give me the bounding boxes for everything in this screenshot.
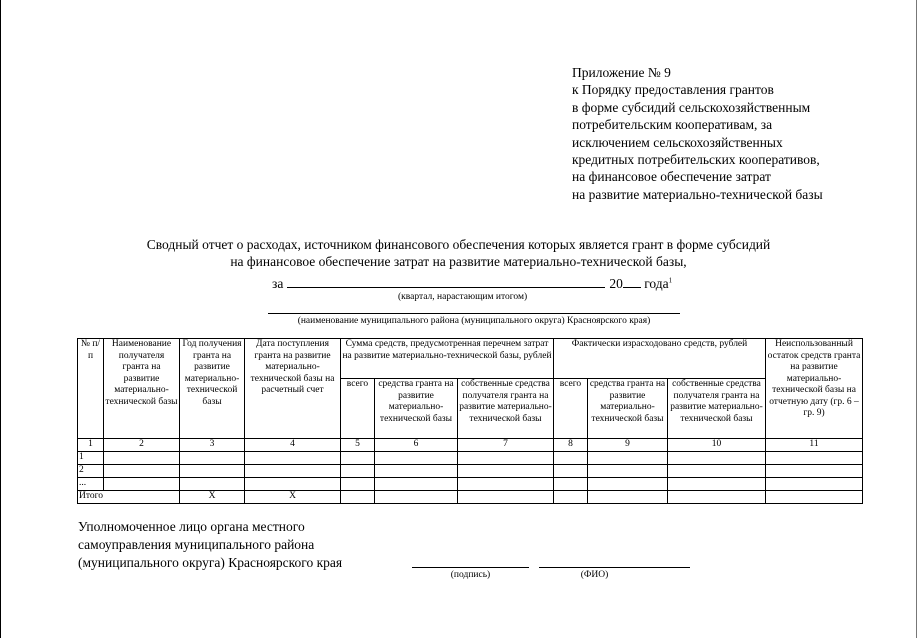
col-number: 7 [458,439,554,452]
header-row-1 [78,339,863,379]
table-cell[interactable] [104,478,180,491]
col-number: 10 [668,439,766,452]
table-cell[interactable] [245,452,341,465]
table-cell[interactable] [554,452,588,465]
table-cell[interactable] [104,465,180,478]
table-cell[interactable] [458,452,554,465]
row-label: ... [78,478,104,491]
table-cell[interactable] [588,491,668,504]
municipality-hint: (наименование муниципального района (муниципального округа) Красноярского края) [297,316,651,326]
table-cell[interactable] [245,465,341,478]
annex-line: потребительским кооперативам, за [572,117,773,133]
header-unused: Неиспользованный остаток средств гранта на развитие материально-технической базы на отчетную дату (гр. 6 – гр. 9) [766,339,863,439]
col-number: 5 [341,439,375,452]
header-year: Год получения гранта на развитие материально-технической базы [180,339,245,439]
table-cell[interactable] [375,465,458,478]
annex-line: кредитных потребительских кооперативов, [572,152,820,168]
table-cell[interactable] [588,452,668,465]
table-cell[interactable] [341,465,375,478]
period-line [272,274,672,292]
title-line-2: на финансовое обеспечение затрат на развитие материально-технической базы, [230,254,687,269]
annex-line: Приложение № 9 [572,65,671,80]
col-number: 2 [104,439,180,452]
period-prefix: за [272,276,284,291]
report-title [0,236,917,270]
col-number: 8 [554,439,588,452]
table-cell[interactable] [375,491,458,504]
table-cell[interactable] [180,465,245,478]
table-cell[interactable] [554,491,588,504]
year-blank[interactable] [623,274,641,288]
table-cell[interactable] [554,465,588,478]
table-cell[interactable] [104,452,180,465]
year-suffix: года [640,276,669,291]
header-planned-own: собственные средства получателя гранта на развитие материально-технической базы [458,379,554,439]
footnote-mark: 1 [668,276,673,285]
col-number: 3 [180,439,245,452]
table-cell[interactable] [458,491,554,504]
annex-line: к Порядку предоставления грантов [572,82,774,98]
header-planned-grant: средства гранта на развитие материально-технической базы [375,379,458,439]
total-label: Итого [78,491,180,504]
table-cell[interactable] [766,491,863,504]
col-number: 4 [245,439,341,452]
total-row [78,491,863,504]
table-cell[interactable] [668,491,766,504]
name-blank[interactable] [539,567,690,568]
table-cell[interactable] [668,478,766,491]
year-prefix: 20 [609,276,623,291]
municipality-blank[interactable] [268,313,680,314]
signature-label: (подпись) [450,570,491,580]
table-row [78,465,863,478]
header-name: Наименование получателя гранта на развитие материально-технической базы [104,339,180,439]
table-cell[interactable] [766,452,863,465]
report-table [77,338,863,504]
table-cell[interactable] [668,465,766,478]
annex-line: на развитие материально-технической базы [572,186,823,202]
table-row [78,478,863,491]
signer-line: Уполномоченное лицо органа местного [78,519,305,534]
table-cell[interactable] [668,452,766,465]
col-number: 6 [375,439,458,452]
signature-blank[interactable] [412,567,529,568]
signer-line: самоуправления муниципального района [78,537,315,552]
table-cell[interactable] [180,452,245,465]
table-cell[interactable] [375,452,458,465]
table-cell[interactable] [375,478,458,491]
header-actual-grant: средства гранта на развитие материально-технической базы [588,379,668,439]
header-actual-own: собственные средства получателя гранта на развитие материально-технической базы [668,379,766,439]
header-date: Дата поступления гранта на развитие материально-технической базы на расчетный счет [245,339,341,439]
table-cell[interactable] [341,452,375,465]
column-number-row [78,439,863,452]
annex-line: на финансовое обеспечение затрат [572,169,771,185]
name-label: (ФИО) [580,570,609,580]
table-cell[interactable] [341,478,375,491]
col-number: 1 [78,439,104,452]
col-number: 9 [588,439,668,452]
table-cell[interactable] [180,478,245,491]
table-cell[interactable] [554,478,588,491]
col-number: 11 [766,439,863,452]
header-num: № п/п [78,339,104,439]
period-hint: (квартал, нарастающим итогом) [398,292,528,302]
annex-line: исключением сельскохозяйственных [572,134,783,150]
table-cell[interactable] [245,478,341,491]
table-cell[interactable] [341,491,375,504]
signer-line: (муниципального округа) Красноярского края [78,555,343,570]
header-planned-total: всего [341,379,375,439]
total-col-3: X [180,491,245,504]
row-label: 1 [78,452,104,465]
table-cell[interactable] [458,465,554,478]
table-cell[interactable] [766,465,863,478]
table-cell[interactable] [588,465,668,478]
row-label: 2 [78,465,104,478]
table-cell[interactable] [458,478,554,491]
header-actual-total: всего [554,379,588,439]
total-col-4: X [245,491,341,504]
annex-block [572,64,823,203]
header-actual: Фактически израсходовано средств, рублей [554,339,766,379]
title-line-1: Сводный отчет о расходах, источником финансового обеспечения которых является грант в форме субсидий [146,237,771,252]
annex-line: в форме субсидий сельскохозяйственным [572,99,811,115]
table-cell[interactable] [588,478,668,491]
period-blank[interactable] [287,274,605,288]
table-row [78,452,863,465]
table-cell[interactable] [766,478,863,491]
signer-block [78,518,342,572]
header-planned: Сумма средств, предусмотренная перечнем затрат на развитие материально-технической базы, рублей [341,339,554,379]
